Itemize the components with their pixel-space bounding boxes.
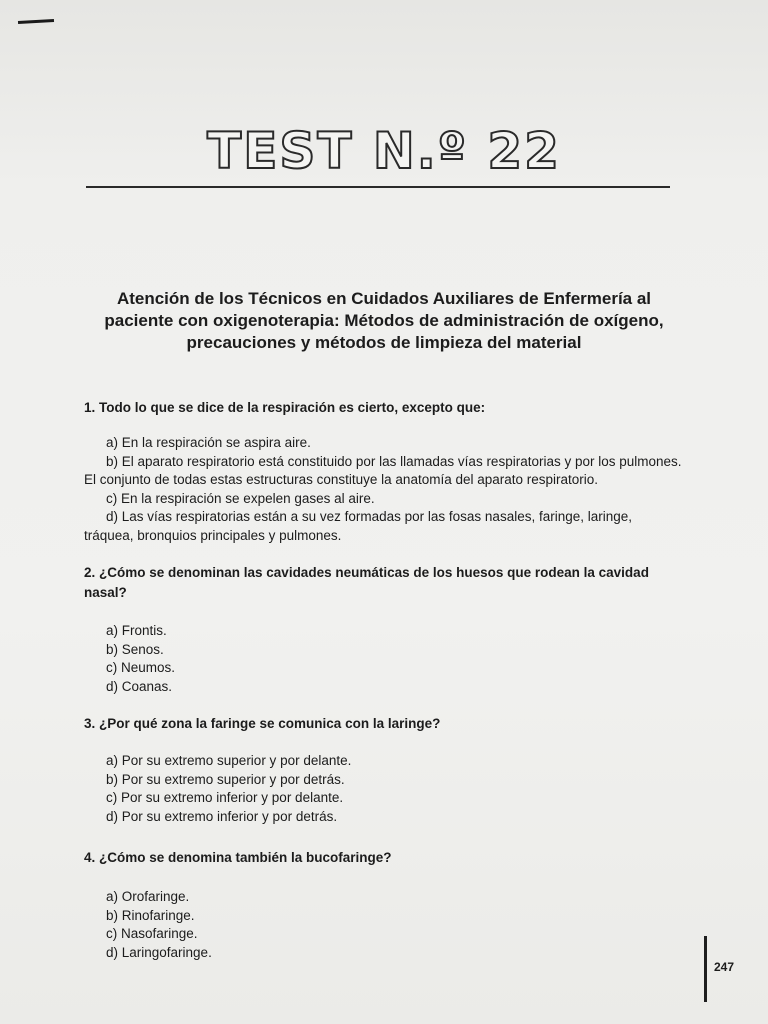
option-c: c) Por su extremo inferior y por delante. <box>106 790 344 805</box>
page-number: 247 <box>714 960 735 974</box>
page-number-bar <box>704 936 707 1002</box>
question-1-options <box>84 434 684 545</box>
question-4-options <box>84 888 684 962</box>
title-divider <box>86 186 670 188</box>
option-b: b) Rinofaringe. <box>106 907 195 923</box>
option-a: a) Orofaringe. <box>106 889 190 904</box>
option-a: a) Frontis. <box>106 623 167 638</box>
option-b: b) Senos. <box>106 641 164 657</box>
corner-mark <box>18 19 54 24</box>
question-1: 1. Todo lo que se dice de la respiración es cierto, excepto que: <box>84 400 486 415</box>
option-b: b) El aparato respiratorio está constituido por las llamadas vías respiratorias y por los pulmones. El conjunto de todas estas estructuras constituye la anatomía del aparato respiratorio. <box>84 453 682 487</box>
option-a: a) Por su extremo superior y por delante. <box>106 753 352 768</box>
option-d: d) Laringofaringe. <box>106 944 212 960</box>
option-c: c) Neumos. <box>106 660 176 675</box>
question-2: 2. ¿Cómo se denominan las cavidades neumáticas de los huesos que rodean la cavidad nasal? <box>84 565 649 600</box>
section-subtitle: Atención de los Técnicos en Cuidados Auxiliares de Enfermería al paciente con oxigenoterapia: Métodos de administración de oxígeno, precauciones y métodos de limpieza del material <box>104 289 664 352</box>
question-3: 3. ¿Por qué zona la faringe se comunica con la laringe? <box>84 716 441 731</box>
option-d: d) Coanas. <box>106 678 173 694</box>
option-b: b) Por su extremo superior y por detrás. <box>106 771 345 787</box>
question-2-options <box>84 622 684 696</box>
option-d: d) Las vías respiratorias están a su vez formadas por las fosas nasales, faringe, laringe, tráquea, bronquios principales y pulmones. <box>84 509 633 543</box>
option-d: d) Por su extremo inferior y por detrás. <box>106 808 338 824</box>
option-c: c) En la respiración se expelen gases al aire. <box>106 490 375 506</box>
page-title: TEST N.º 22 <box>207 122 561 180</box>
question-4: 4. ¿Cómo se denomina también la bucofaringe? <box>84 850 392 865</box>
option-c: c) Nasofaringe. <box>106 926 198 941</box>
question-3-options <box>84 752 684 826</box>
option-a: a) En la respiración se aspira aire. <box>106 435 311 450</box>
